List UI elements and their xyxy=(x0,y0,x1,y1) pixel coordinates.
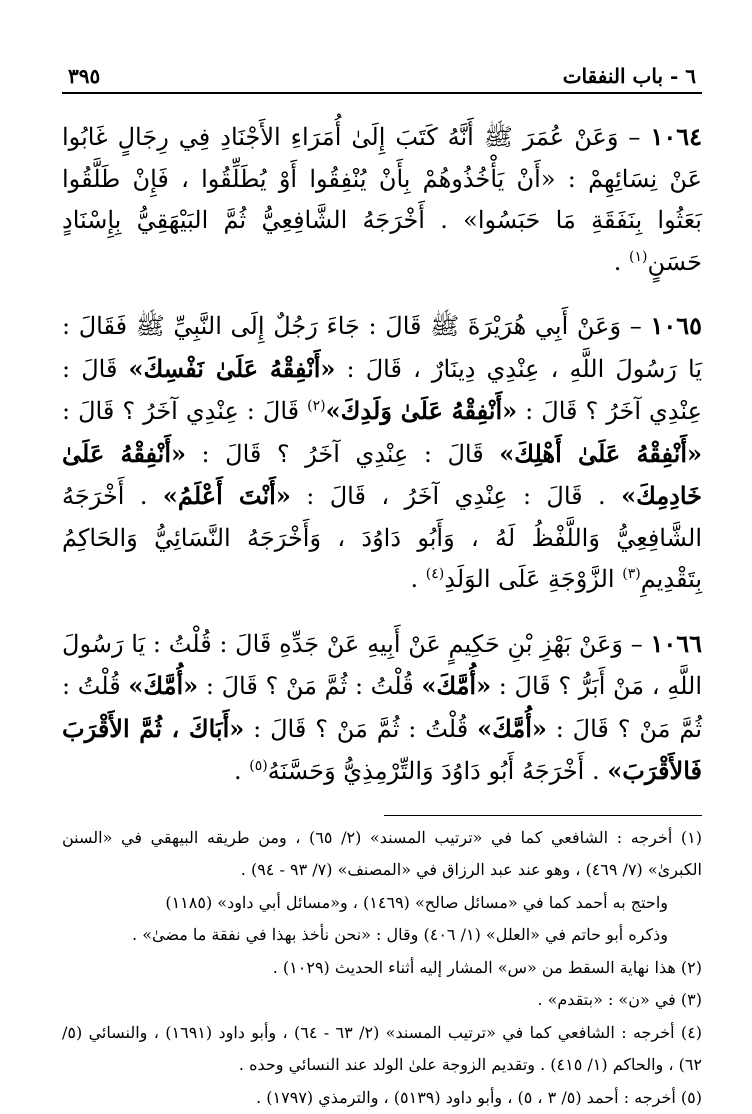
hadith-1065 xyxy=(62,305,702,601)
hadith-text: قَالَ : عِنْدِي آخَرُ ؟ قَالَ : xyxy=(202,440,484,468)
hadith-text: . قَالَ : عِنْدِي آخَرُ ، قَالَ : xyxy=(306,482,605,510)
prophet-saying: «أَنْفِقْهُ عَلَىٰ خَادِمِكَ» xyxy=(62,439,702,511)
main-text xyxy=(62,116,702,793)
footnote-4: (٤) أخرجه : الشافعي كما في «ترتيب المسند» (٢/ ٦٣ - ٦٤) ، وأبو داود (١٦٩١) ، والنسائي (٥/ ٦٢) ، والحاكم (١/ ٤١٥) . وتقديم الزوجة علىٰ الولد عند النسائي وحده . xyxy=(62,1017,702,1082)
hadith-text: قَالَ : عِنْدِي آخَرُ ؟ قَالَ : xyxy=(62,355,702,426)
hadith-text: الزَّوْجَةِ عَلَى الوَلَدِ xyxy=(444,565,614,593)
hadith-number: ١٠٦٤ xyxy=(650,122,702,151)
hadith-end: . xyxy=(410,565,418,593)
footnote-ref: (٣) xyxy=(622,566,640,582)
prophet-saying: «أَنْفِقْهُ عَلَىٰ نَفْسِكَ» xyxy=(129,354,336,383)
hadith-text: قُلْتُ : ثُمَّ مَنْ ؟ قَالَ : xyxy=(62,672,702,743)
hadith-text: – وَعَنْ أَبِي هُرَيْرَةَ ﷺ قَالَ : جَاءَ رَجُلٌ إِلَى النَّبِيِّ ﷺ فَقَالَ : يَا رَسُولَ اللَّهِ ، عِنْدِي دِينَارٌ ، قَالَ : xyxy=(62,312,702,383)
footnote-1: (١) أخرجه : الشافعي كما في «ترتيب المسند» (٢/ ٦٥) ، ومن طريقه البيهقي في «السنن الكبرىٰ» (٧/ ٤٦٩) ، وهو عند عبد الرزاق في «المصنف» (٧/ ٩٣ - ٩٤) . xyxy=(62,822,702,887)
footnote-1-continued: وذكره أبو حاتم في «العلل» (١/ ٤٠٦) وقال : «نحن نأخذ بهذا في نفقة ما مضىٰ» . xyxy=(62,919,702,952)
footnote-ref: (١) xyxy=(629,249,647,265)
hadith-end: . xyxy=(234,757,242,785)
hadith-text: . أَخْرَجَهُ أَبُو دَاوُدَ وَالتِّرْمِذِيُّ وَحَسَّنَهُ xyxy=(268,757,600,785)
footnote-1-continued: واحتج به أحمد كما في «مسائل صالح» (١٤٦٩) ، و«مسائل أبي داود» (١١٨٥) xyxy=(62,887,702,920)
footnote-2: (٢) هذا نهاية السقط من «س» المشار إليه أثناء الحديث (١٠٢٩) . xyxy=(62,952,702,985)
hadith-text: – وَعَنْ عُمَرَ ﷺ أَنَّهُ كَتَبَ إِلَىٰ أُمَرَاءِ الأَجْنَادِ فِي رِجَالٍ غَابُوا عَنْ نِسَائِهِمْ : «أَنْ يَأْخُذُوهُمْ بِأَنْ يُنْفِقُوا أَوْ يُطَلِّقُوا ، فَإِنْ طَلَّقُوا بَعَثُوا بِنَفَقَةِ مَا حَبَسُوا» . أَخْرَجَهُ الشَّافِعِيُّ ثُمَّ البَيْهَقِيُّ بِإِسْنَادٍ حَسَنٍ xyxy=(62,123,702,276)
hadith-1066 xyxy=(62,623,702,793)
prophet-saying: «أُمَّكَ» xyxy=(421,671,491,700)
hadith-number: ١٠٦٦ xyxy=(650,629,702,658)
footnote-5: (٥) أخرجه : أحمد (٥/ ٣ ، ٥) ، وأبو داود (٥١٣٩) ، والترمذي (١٧٩٧) . xyxy=(62,1082,702,1114)
book-page xyxy=(62,54,702,1114)
page-number: ٣٩٥ xyxy=(68,64,100,88)
page-header xyxy=(62,54,702,94)
hadith-text: قَالَ : عِنْدِي آخَرُ ؟ قَالَ : xyxy=(62,397,299,425)
prophet-saying: «أُمَّكَ» xyxy=(477,714,547,743)
footnote-ref: (٥) xyxy=(249,758,267,774)
prophet-saying: «أَنْفِقْهُ عَلَىٰ وَلَدِكَ» xyxy=(326,396,518,425)
footnote-3: (٣) في «ن» : «بتقدم» . xyxy=(62,984,702,1017)
prophet-saying: «أَنْتَ أَعْلَمُ» xyxy=(163,481,291,510)
hadith-text: – وَعَنْ بَهْزِ بْنِ حَكِيمٍ عَنْ أَبِيهِ عَنْ جَدِّهِ قَالَ : قُلْتُ : يَا رَسُولَ اللَّهِ ، مَنْ أَبَرُّ ؟ قَالَ : xyxy=(62,630,702,701)
footnote-ref: (٢) xyxy=(307,398,325,414)
footnote-divider xyxy=(384,815,702,816)
hadith-number: ١٠٦٥ xyxy=(650,311,702,340)
prophet-saying: «أَبَاكَ ، ثُمَّ الأَقْرَبَ فَالأَقْرَبَ» xyxy=(62,714,702,786)
hadith-text: قُلْتُ : ثُمَّ مَنْ ؟ قَالَ : xyxy=(206,672,414,700)
footnote-ref: (٤) xyxy=(426,566,444,582)
hadith-text: قُلْتُ : ثُمَّ مَنْ ؟ قَالَ : xyxy=(253,715,468,743)
hadith-text: . أَخْرَجَهُ الشَّافِعِيُّ وَاللَّفْظُ لَهُ ، وَأَبُو دَاوُدَ ، وَأَخْرَجَهُ النَّسَائِيُّ وَالحَاكِمُ بِتَقْدِيمِ xyxy=(62,482,702,593)
hadith-1064: ١٠٦٤ – وَعَنْ عُمَرَ ﷺ أَنَّهُ كَتَبَ إِلَىٰ أُمَرَاءِ الأَجْنَادِ فِي رِجَالٍ غَابُوا عَنْ نِسَائِهِمْ : «أَنْ يَأْخُذُوهُمْ بِأَنْ يُنْفِقُوا أَوْ يُطَلِّقُوا ، فَإِنْ طَلَّقُوا بَعَثُوا بِنَفَقَةِ مَا حَبَسُوا» . أَخْرَجَهُ الشَّافِعِيُّ ثُمَّ البَيْهَقِيُّ بِإِسْنَادٍ حَسَنٍ$^{(١)}$ . xyxy=(62,116,702,283)
footnotes xyxy=(62,822,702,1114)
chapter-title: ٦ - باب النفقات xyxy=(563,64,696,88)
prophet-saying: «أَنْفِقْهُ عَلَىٰ أَهْلِكَ» xyxy=(499,439,702,468)
prophet-saying: «أُمَّكَ» xyxy=(128,671,198,700)
